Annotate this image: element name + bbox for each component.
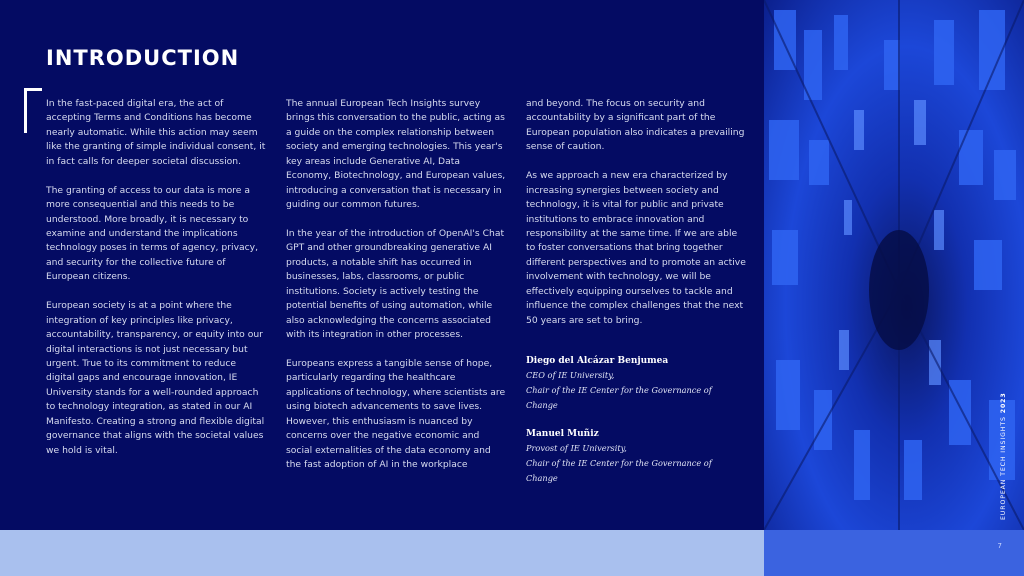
- abstract-tech-image: [764, 0, 1024, 530]
- signature-block: [526, 354, 746, 413]
- paragraph: and beyond. The focus on security and accountability by a significant part of the European population also indicates a prevailing sense of caution.: [526, 98, 745, 153]
- corner-bracket-decoration: [24, 88, 42, 133]
- signatory-role: Provost of IE University,: [526, 443, 627, 454]
- page-title: INTRODUCTION: [46, 46, 240, 70]
- signatory-role: Chair of the IE Center for the Governance of Change: [526, 385, 712, 411]
- signatory-name: Diego del Alcázar Benjumea: [526, 356, 669, 367]
- paragraph: The annual European Tech Insights survey brings this conversation to the public, acting as a guide on the complex relationship between society and emerging technologies. This year's key areas include Generative AI, Data Economy, Biotechnology, and European values, introducing a conversation that is necessary in guiding our common futures.: [286, 98, 506, 211]
- report-label: [1000, 392, 1007, 520]
- text-column-3: [526, 97, 746, 486]
- paragraph: In the fast-paced digital era, the act of accepting Terms and Conditions has become nearly automatic. While this action may seem like the granting of simple individual consent, it in fact calls for deeper societal discussion.: [46, 98, 266, 167]
- footer-accent: [764, 530, 1024, 576]
- paragraph: As we approach a new era characterized by increasing synergies between society and technology, it is vital for public and private institutions to embrace innovation and responsibility at the same time. If we are able to foster conversations that bring together different perspectives and to promote an active involvement with technology, we will be effectively equipping ourselves to tackle and influence the complex challenges that the next 50 years are set to bring.: [526, 170, 746, 326]
- report-title: EUROPEAN TECH INSIGHTS: [1000, 416, 1007, 520]
- paragraph: Europeans express a tangible sense of hope, particularly regarding the healthcare applications of technology, where scientists are using biotech advancements to save lives. However, this enthusiasm is nuanced by concerns over the negative economic and social externalities of the data economy and the fast adoption of AI in the workplace: [286, 358, 506, 471]
- report-year: 2023: [1000, 392, 1007, 414]
- paragraph: European society is at a point where the integration of key principles like privacy, accountability, transparency, or equity into our digital interactions is not just necessary but urgent. True to its commitment to reduce digital gaps and encourage innovation, IE University stands for a well-rounded approach to technology integration, as stated in our AI Manifesto. Creating a strong and flexible digital governance that aligns with the societal values we hold is vital.: [46, 300, 265, 456]
- text-column-1: [46, 97, 266, 473]
- page-number: 7: [997, 542, 1002, 550]
- signatory-role: Chair of the IE Center for the Governance of Change: [526, 458, 712, 484]
- signatory-role: CEO of IE University,: [526, 370, 615, 381]
- text-column-2: [286, 97, 506, 487]
- footer-bar: [0, 530, 764, 576]
- digital-tunnel-illustration: [764, 0, 1024, 530]
- paragraph: The granting of access to our data is more a more consequential and this needs to be understood. More broadly, it is necessary to examine and understand the implications technology poses in terms of agency, privacy, and security for the collective future of European citizens.: [46, 184, 259, 283]
- signature-block: [526, 427, 746, 486]
- signatory-name: Manuel Muñiz: [526, 429, 599, 440]
- paragraph: In the year of the introduction of OpenAI's Chat GPT and other groundbreaking generative AI products, a notable shift has occurred in businesses, labs, classrooms, or public institutions. Society is actively testing the potential benefits of using automation, while also acknowledging the concerns associated with its integration in other processes.: [286, 228, 505, 341]
